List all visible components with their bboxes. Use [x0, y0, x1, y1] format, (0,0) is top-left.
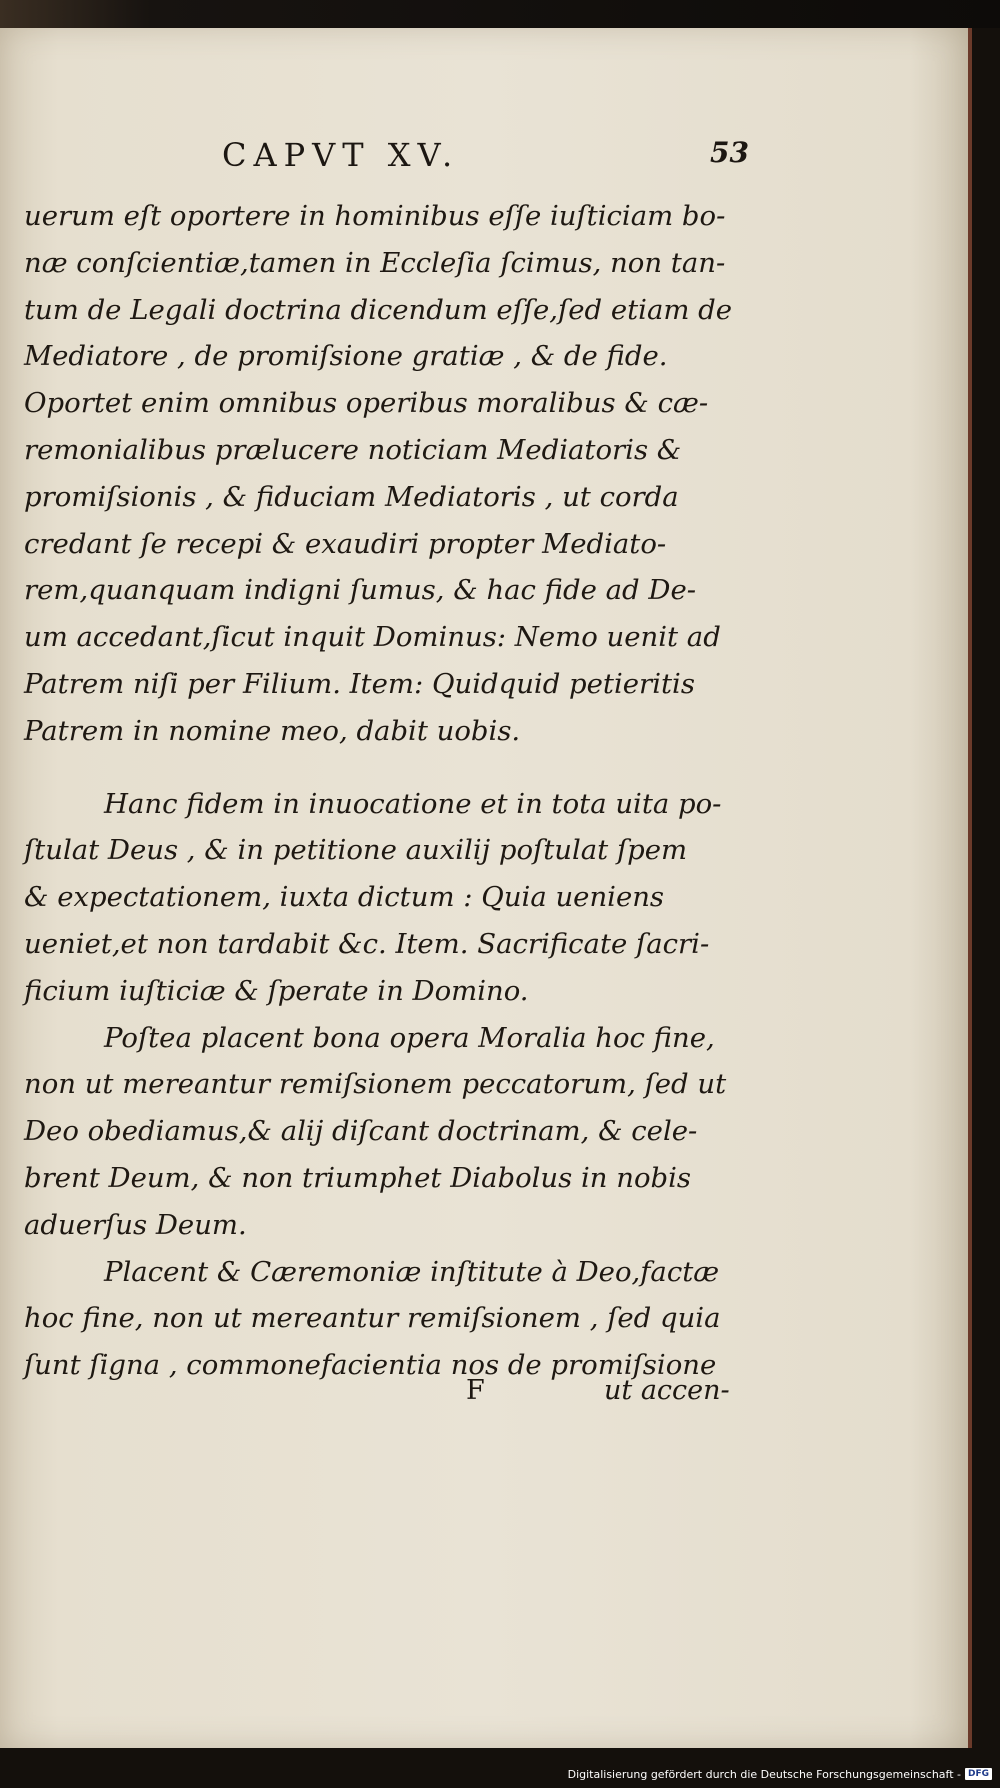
- signature-mark: F: [466, 1375, 485, 1406]
- text-line: uerum eſt oportere in hominibus eſſe iuſticiam bo‑: [24, 200, 726, 232]
- text-line: Placent & Cæremoniæ inſtitute à Deo,factæ: [104, 1255, 720, 1288]
- book-page: [0, 28, 972, 1748]
- scan-top-edge: [0, 0, 1000, 28]
- text-line: brent Deum, & non triumphet Diabolus in nobis: [24, 1161, 692, 1194]
- text-line: rem,quanquam indigni ſumus, & hac fide ad De‑: [24, 574, 697, 607]
- text-line: Oportet enim omnibus operibus moralibus & cæ‑: [24, 387, 709, 420]
- text-line: ſunt ſigna , commonefacientia nos de promiſsione: [24, 1349, 717, 1382]
- text-line: Patrem in nomine meo, dabit uobis.: [24, 714, 521, 747]
- text-line: ficium iuſticiæ & ſperate in Domino.: [24, 974, 529, 1007]
- text-line: Hanc fidem in inuocatione et in tota uita po‑: [104, 787, 722, 820]
- body-text: [24, 193, 744, 1389]
- text-line: ueniet,et non tardabit &c. Item. Sacrificate ſacri‑: [24, 927, 710, 960]
- text-line: Mediatore , de promiſsione gratiæ , & de fide.: [24, 340, 668, 373]
- chapter-heading: CAPVT XV.: [222, 136, 460, 174]
- credit-text: Digitalisierung gefördert durch die Deutsche Forschungsgemeinschaft -: [567, 1767, 961, 1781]
- text-line: Poſtea placent bona opera Moralia hoc fine,: [104, 1021, 715, 1054]
- text-line: Deo obediamus,& alij diſcant doctrinam, & cele‑: [24, 1115, 698, 1148]
- page-number: 53: [710, 136, 749, 169]
- text-line: non ut mereantur remiſsionem peccatorum, ſed ut: [24, 1068, 727, 1101]
- dfg-logo-icon: DFG: [965, 1768, 992, 1780]
- digitization-credit: [568, 1764, 992, 1784]
- text-line: Patrem niſi per Filium. Item: Quidquid petieritis: [24, 667, 695, 700]
- text-line: næ conſcientiæ,tamen in Eccleſia ſcimus, non tan‑: [24, 246, 726, 279]
- text-line: credant ſe recepi & exaudiri propter Mediato‑: [24, 527, 667, 560]
- text-line: ſtulat Deus , & in petitione auxilij poſtulat ſpem: [24, 834, 688, 867]
- text-line: um accedant,ſicut inquit Dominus: Nemo uenit ad: [24, 621, 721, 654]
- running-head: [0, 110, 968, 174]
- paragraph-gap: [24, 755, 744, 781]
- text-line: aduerſus Deum.: [24, 1208, 247, 1241]
- text-line: tum de Legali doctrina dicendum eſſe,ſed etiam de: [24, 293, 733, 326]
- catch-line: [0, 1375, 968, 1415]
- text-line: & expectationem, iuxta dictum : Quia ueniens: [24, 881, 665, 914]
- text-line: hoc fine, non ut mereantur remiſsionem , ſed quia: [24, 1302, 721, 1335]
- text-line: promiſsionis , & fiduciam Mediatoris , ut corda: [24, 480, 679, 513]
- catchword: ut accen‑: [604, 1375, 730, 1406]
- text-line: remonialibus prælucere noticiam Mediatoris &: [24, 433, 682, 466]
